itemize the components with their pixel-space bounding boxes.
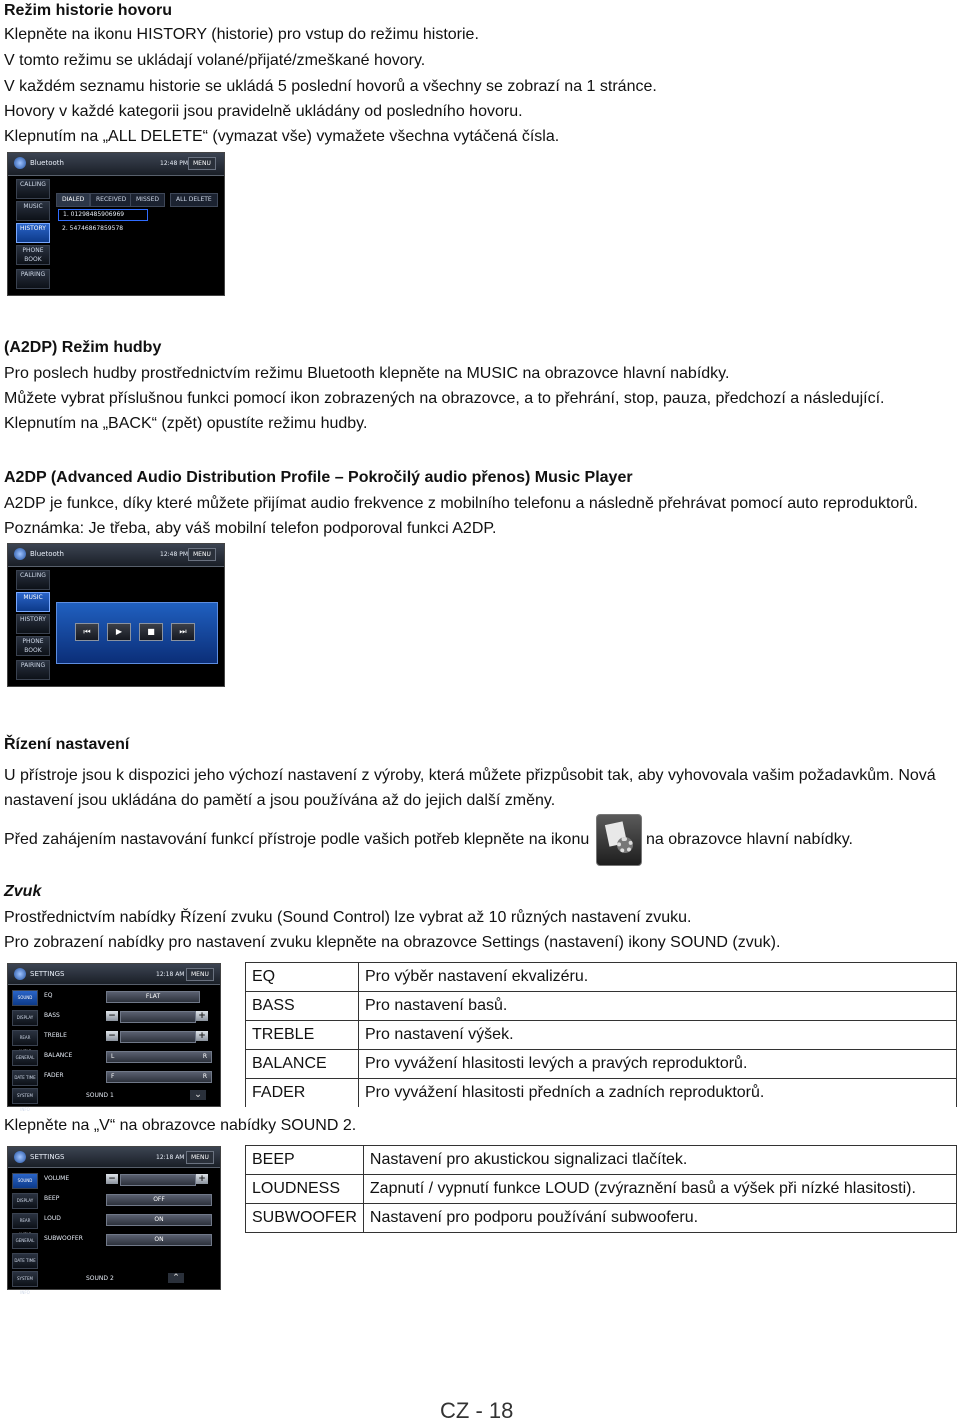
sidebar-item-calling[interactable]: CALLING <box>16 570 50 590</box>
screen-title: SETTINGS <box>30 1153 65 1161</box>
sidebar-item-music[interactable]: MUSIC <box>16 201 50 221</box>
menu-button[interactable]: MENU <box>188 157 216 170</box>
table-cell: Pro nastavení basů. <box>359 992 957 1021</box>
history-line-3: V každém seznamu historie se ukládá 5 poslední hovorů a všechny se zobrazí na 1 stránce. <box>4 78 657 95</box>
previous-button[interactable]: ⏮ <box>75 623 99 641</box>
table-row <box>246 963 957 992</box>
sidebar-item-pairing[interactable]: PAIRING <box>16 269 50 289</box>
screen-clock: 12:18 AM <box>156 1154 185 1161</box>
balance-right: R <box>202 1053 207 1060</box>
screen-topbar <box>8 153 224 176</box>
screen-clock: 12:48 PM <box>160 160 188 167</box>
sidebar-item-rear-audio[interactable]: REAR <box>12 1213 38 1229</box>
sound1-screenshot <box>7 963 221 1112</box>
history-entry[interactable]: 1. 01298485906969 <box>58 209 148 221</box>
screen-clock: 12:18 AM <box>156 971 185 978</box>
loud-label: LOUD <box>44 1215 61 1222</box>
table-row <box>246 1204 957 1233</box>
tab-received[interactable]: RECEIVED <box>90 193 132 207</box>
sound-line-2: Pro zobrazení nabídky pro nastavení zvuku klepněte na obrazovce Settings (nastavení) ikony SOUND (zvuk). <box>4 934 781 951</box>
table-row <box>246 1146 957 1175</box>
treble-slider[interactable] <box>120 1031 196 1043</box>
table-cell: SUBWOOFER <box>246 1204 364 1233</box>
sidebar-item-display[interactable]: DISPLAY <box>12 1010 38 1026</box>
screen-topbar <box>8 544 224 567</box>
sound2-screenshot <box>7 1146 221 1295</box>
a2dp-line-1: Pro poslech hudby prostřednictvím režimu Bluetooth klepněte na MUSIC na obrazovce hlavní nabídky. <box>4 365 730 382</box>
settings-before-icon: Před zahájením nastavování funkcí přístroje podle vašich potřeb klepněte na ikonu <box>4 831 590 848</box>
sidebar-item-music[interactable]: MUSIC <box>16 592 50 612</box>
history-line-2: V tomto režimu se ukládají volané/přijaté/zmeškané hovory. <box>4 52 426 69</box>
balance-slider[interactable] <box>106 1051 212 1063</box>
sidebar-item-date-time[interactable]: DATE TIME <box>12 1253 38 1269</box>
chevron-down-icon[interactable]: ⌄ <box>190 1090 206 1100</box>
player-panel <box>56 602 218 664</box>
table-cell: BEEP <box>246 1146 364 1175</box>
play-button[interactable]: ▶ <box>107 623 131 641</box>
sidebar-item-history[interactable]: HISTORY <box>16 614 50 634</box>
sidebar-item-system-info[interactable]: SYSTEM INFO <box>12 1088 38 1104</box>
balance-label: BALANCE <box>44 1052 73 1059</box>
sidebar-item-phonebook[interactable]: PHONE BOOK <box>16 245 50 265</box>
sidebar-item-history[interactable]: HISTORY <box>16 223 50 243</box>
fader-slider[interactable] <box>106 1071 212 1083</box>
sound-page-label: SOUND 2 <box>86 1275 114 1282</box>
sidebar-item-pairing[interactable]: PAIRING <box>16 660 50 680</box>
loud-value[interactable]: ON <box>106 1214 212 1226</box>
treble-minus-button[interactable]: − <box>106 1031 118 1041</box>
table-cell: Pro vyvážení hlasitosti levých a pravých reproduktorů. <box>359 1050 957 1079</box>
table-cell: EQ <box>246 963 359 992</box>
sound2-note: Klepněte na „V“ na obrazovce nabídky SOUND 2. <box>4 1117 357 1134</box>
beep-label: BEEP <box>44 1195 60 1202</box>
menu-button[interactable]: MENU <box>186 1151 214 1164</box>
sound-heading: Zvuk <box>4 883 42 900</box>
history-line-4: Hovory v každé kategorii jsou pravidelně ukládány od posledního hovoru. <box>4 103 523 120</box>
table-row <box>246 1079 957 1108</box>
history-line-1: Klepněte na ikonu HISTORY (historie) pro vstup do režimu historie. <box>4 26 479 43</box>
sidebar-item-date-time[interactable]: DATE TIME <box>12 1070 38 1086</box>
bass-label: BASS <box>44 1012 60 1019</box>
settings-icon <box>596 814 642 866</box>
next-button[interactable]: ⏭ <box>171 623 195 641</box>
subwoofer-value[interactable]: ON <box>106 1234 212 1246</box>
fader-front: F <box>111 1073 115 1080</box>
table-cell: BALANCE <box>246 1050 359 1079</box>
sound-line-1: Prostřednictvím nabídky Řízení zvuku (Sound Control) lze vybrat až 10 různých nastavení zvuku. <box>4 909 692 926</box>
chevron-up-icon[interactable]: ⌃ <box>168 1273 184 1283</box>
sound1-table <box>245 962 957 1107</box>
table-row <box>246 992 957 1021</box>
bass-slider[interactable] <box>120 1011 196 1023</box>
screen-title: SETTINGS <box>30 970 65 978</box>
a2dp-heading: (A2DP) Režim hudby <box>4 339 162 356</box>
table-cell: LOUDNESS <box>246 1175 364 1204</box>
history-screenshot <box>7 152 225 296</box>
table-row <box>246 1021 957 1050</box>
table-cell: Pro nastavení výšek. <box>359 1021 957 1050</box>
history-heading: Režim historie hovoru <box>4 2 173 19</box>
treble-plus-button[interactable]: + <box>196 1031 208 1041</box>
sound-page-label: SOUND 1 <box>86 1092 114 1099</box>
stop-button[interactable]: ■ <box>139 623 163 641</box>
tab-missed[interactable]: MISSED <box>130 193 165 207</box>
table-cell: Nastavení pro podporu používání subwooferu. <box>363 1204 956 1233</box>
eq-label: EQ <box>44 992 53 999</box>
history-line-5: Klepnutím na „ALL DELETE“ (vymazat vše) vymažete všechna vytáčená čísla. <box>4 128 560 145</box>
eq-value[interactable]: FLAT <box>106 991 200 1003</box>
fader-rear: R <box>202 1073 207 1080</box>
screen-topbar <box>8 964 220 985</box>
a2dp-line-2: Můžete vybrat příslušnou funkci pomocí ikon zobrazených na obrazovce, a to přehrání, stop, pauza, předchozí a následující. <box>4 390 885 407</box>
screen-clock: 12:48 PM <box>160 551 188 558</box>
sidebar-item-sound[interactable]: SOUND <box>12 990 38 1006</box>
treble-label: TREBLE <box>44 1032 67 1039</box>
balance-left: L <box>111 1053 115 1060</box>
subwoofer-label: SUBWOOFER <box>44 1235 83 1242</box>
page-number: CZ - 18 <box>440 1398 514 1423</box>
a2dp-player-line-2: Poznámka: Je třeba, aby váš mobilní telefon podporoval funkci A2DP. <box>4 520 497 537</box>
table-cell: Nastavení pro akustickou signalizaci tlačítek. <box>363 1146 956 1175</box>
bluetooth-icon <box>14 548 26 560</box>
bass-plus-button[interactable]: + <box>196 1011 208 1021</box>
fader-label: FADER <box>44 1072 64 1079</box>
bluetooth-icon <box>14 157 26 169</box>
screen-title: Bluetooth <box>30 159 64 167</box>
menu-button[interactable]: MENU <box>188 548 216 561</box>
screen-topbar <box>8 1147 220 1168</box>
menu-button[interactable]: MENU <box>186 968 214 981</box>
settings-line-2: nastavení jsou ukládána do pamětí a jsou používána až do jejich další změny. <box>4 792 556 809</box>
a2dp-line-3: Klepnutím na „BACK“ (zpět) opustíte režimu hudby. <box>4 415 368 432</box>
screen-title: Bluetooth <box>30 550 64 558</box>
volume-slider[interactable] <box>120 1174 196 1186</box>
a2dp-player-heading: A2DP (Advanced Audio Distribution Profile – Pokročilý audio přenos) Music Player <box>4 469 633 486</box>
all-delete-button[interactable]: ALL DELETE <box>170 193 218 207</box>
table-row <box>246 1175 957 1204</box>
history-entry[interactable]: 2. 54746867859578 <box>62 225 124 232</box>
settings-line-1: U přístroje jsou k dispozici jeho výchozí nastavení z výroby, která můžete přizpůsobit tak, aby vyhovovala vašim požadavkům. Nová <box>4 767 936 784</box>
sidebar-item-general[interactable]: GENERAL <box>12 1050 38 1066</box>
sidebar-item-display[interactable]: DISPLAY <box>12 1193 38 1209</box>
table-cell: Pro vyvážení hlasitosti předních a zadních reproduktorů. <box>359 1079 957 1108</box>
settings-small-icon <box>14 968 26 980</box>
sound2-table <box>245 1145 957 1233</box>
table-cell: BASS <box>246 992 359 1021</box>
sidebar-item-general[interactable]: GENERAL <box>12 1233 38 1249</box>
volume-minus-button[interactable]: − <box>106 1174 118 1184</box>
music-screenshot <box>7 543 225 687</box>
sidebar-item-system-info[interactable]: SYSTEM INFO <box>12 1271 38 1287</box>
tab-dialed[interactable]: DIALED <box>56 193 90 207</box>
beep-value[interactable]: OFF <box>106 1194 212 1206</box>
settings-heading: Řízení nastavení <box>4 736 130 753</box>
settings-after-icon: na obrazovce hlavní nabídky. <box>646 831 853 848</box>
table-cell: Zapnutí / vypnutí funkce LOUD (zvýraznění basů a výšek při nízké hlasitosti). <box>363 1175 956 1204</box>
sidebar-item-rear-audio[interactable]: REAR <box>12 1030 38 1046</box>
table-cell: FADER <box>246 1079 359 1108</box>
sidebar-item-calling[interactable]: CALLING <box>16 179 50 199</box>
volume-label: VOLUME <box>44 1175 70 1182</box>
a2dp-player-line-1: A2DP je funkce, díky které můžete přijímat audio frekvence z mobilního telefonu a následně přehrávat pomocí auto reproduktorů. <box>4 495 918 512</box>
settings-small-icon <box>14 1151 26 1163</box>
sidebar-item-phonebook[interactable]: PHONE BOOK <box>16 636 50 656</box>
table-cell: Pro výběr nastavení ekvalizéru. <box>359 963 957 992</box>
volume-plus-button[interactable]: + <box>196 1174 208 1184</box>
table-row <box>246 1050 957 1079</box>
table-cell: TREBLE <box>246 1021 359 1050</box>
sidebar-item-sound[interactable]: SOUND <box>12 1173 38 1189</box>
bass-minus-button[interactable]: − <box>106 1011 118 1021</box>
